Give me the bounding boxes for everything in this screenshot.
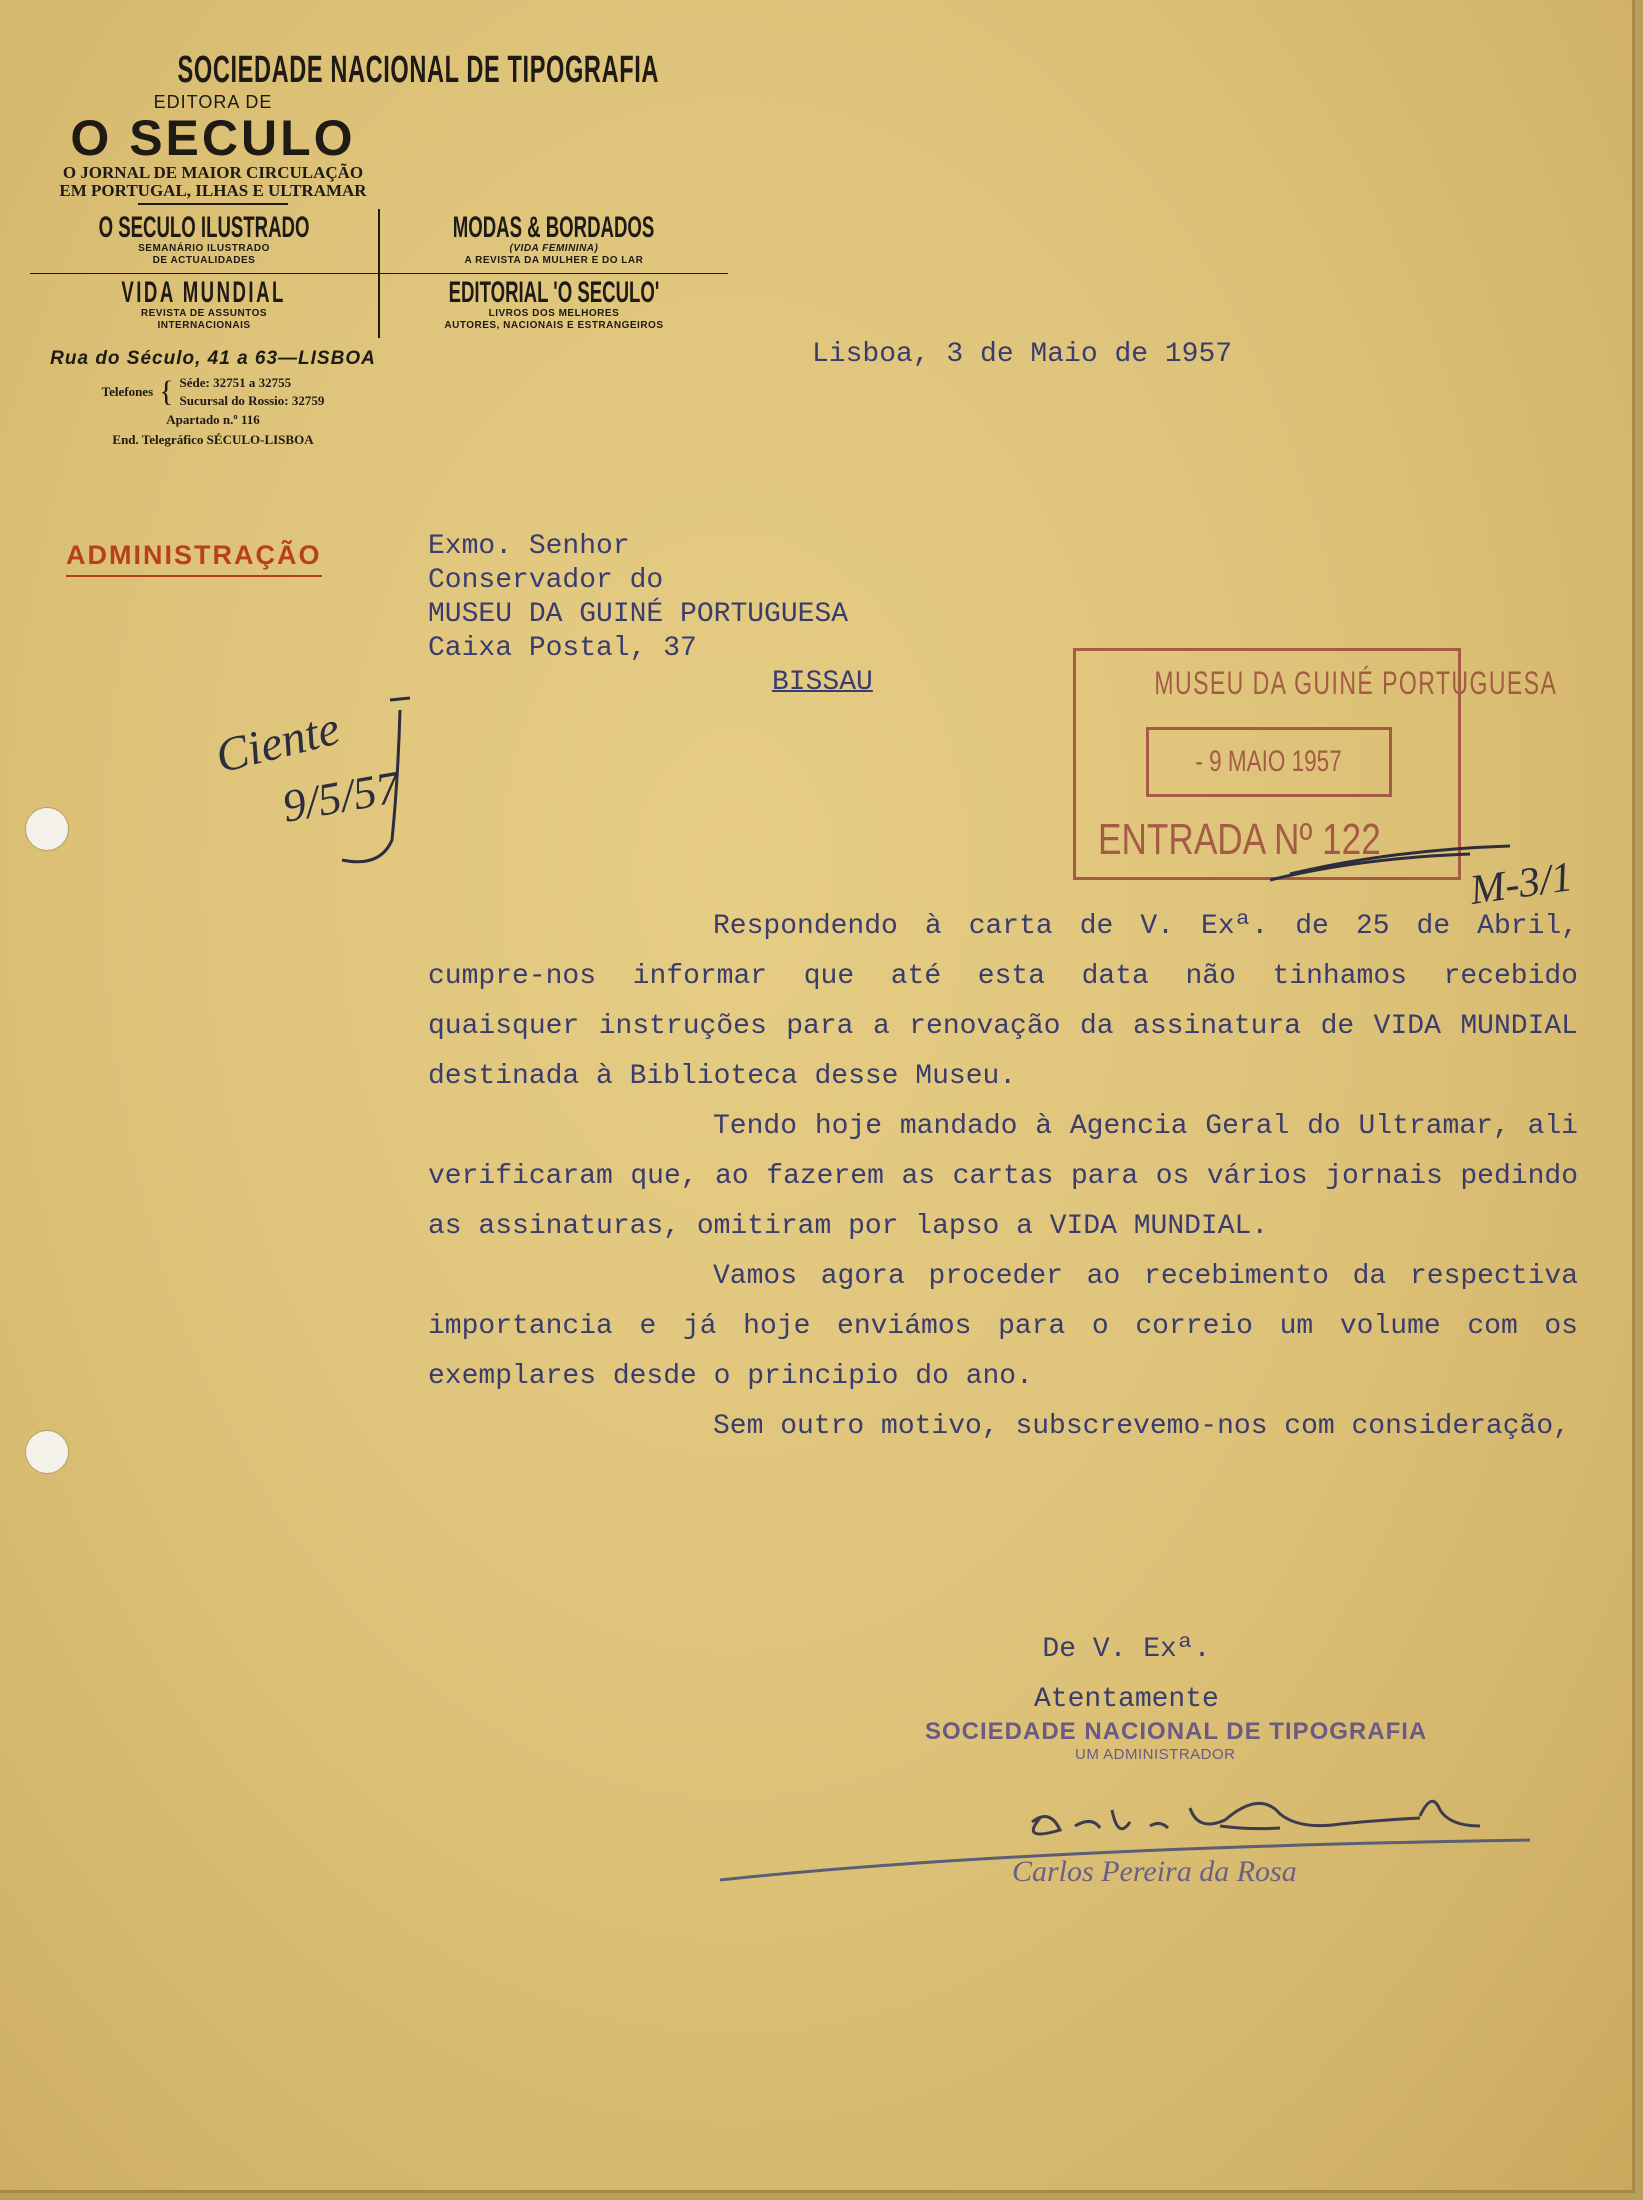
publication-subtitle: LIVROS DOS MELHORES bbox=[488, 308, 620, 319]
recipient-address bbox=[428, 530, 873, 700]
publication-title: EDITORIAL 'O SECULO' bbox=[448, 276, 660, 309]
stamp-date: - 9 MAIO 1957 bbox=[1195, 745, 1343, 778]
stamp-scribble-lines bbox=[1270, 840, 1530, 900]
signature-role: UM ADMINISTRADOR bbox=[1075, 1746, 1236, 1763]
publication-subtitle: REVISTA DE ASSUNTOS bbox=[140, 308, 268, 319]
handwritten-reference: M-3/1 bbox=[1467, 854, 1576, 914]
letter-closing bbox=[1034, 1625, 1219, 1725]
closing-line: De V. Exª. bbox=[1042, 1634, 1211, 1665]
letterhead-tagline-1: O JORNAL DE MAIOR CIRCULAÇÃO bbox=[62, 163, 364, 182]
recipient-line: Caixa Postal, 37 bbox=[428, 633, 697, 664]
telefone-sucursal: Sucursal do Rossio: 32759 bbox=[179, 393, 325, 408]
telefones-label: Telefones bbox=[101, 384, 154, 399]
publication-cell bbox=[30, 274, 380, 338]
publication-cell bbox=[380, 274, 728, 338]
recipient-line: Exmo. Senhor bbox=[428, 531, 630, 562]
letterhead-divider bbox=[138, 203, 288, 205]
letter-body bbox=[428, 902, 1578, 1452]
closing-line: Atentamente bbox=[1034, 1684, 1219, 1715]
letter-paragraph: Respondendo à carta de V. Exª. de 25 de Abril, cumpre-nos informar que até esta data não tinhamos recebido quaisquer instruções para a renovação da assinatura de VIDA MUNDIAL destinada à Biblioteca desse Museu. bbox=[428, 911, 1578, 1092]
letterhead-editora: EDITORA DE bbox=[153, 92, 273, 112]
punch-hole-top bbox=[25, 807, 69, 851]
publication-cell bbox=[30, 209, 380, 274]
letter-paragraph: Sem outro motivo, subscrevemo-nos com consideração, bbox=[713, 1411, 1570, 1442]
letterhead-address: Rua do Século, 41 a 63—LISBOA bbox=[50, 348, 376, 369]
letter-date: Lisboa, 3 de Maio de 1957 bbox=[812, 339, 1233, 370]
department-heading: ADMINISTRAÇÃO bbox=[66, 540, 322, 577]
letterhead-tagline-2: EM PORTUGAL, ILHAS E ULTRAMAR bbox=[59, 181, 367, 200]
letterhead-organization: SOCIEDADE NACIONAL DE TIPOGRAFIA bbox=[177, 49, 660, 91]
publication-subtitle: A REVISTA DA MULHER E DO LAR bbox=[464, 255, 644, 266]
publications-grid bbox=[30, 209, 664, 338]
recipient-city: BISSAU bbox=[772, 667, 873, 698]
letterhead-apartado: Apartado n.º 116 bbox=[166, 412, 260, 427]
letter-paragraph: Tendo hoje mandado à Agencia Geral do Ultramar, ali verificaram que, ao fazerem as cartas para os vários jornais pedindo as assinaturas, omitiram por lapso a VIDA MUNDIAL. bbox=[428, 1111, 1578, 1242]
publication-subtitle: (VIDA FEMININA) bbox=[509, 243, 599, 254]
stamp-entry-number: ENTRADA Nº 122 bbox=[1098, 815, 1381, 864]
letterhead-telegrafico: End. Telegráfico SÉCULO-LISBOA bbox=[112, 432, 314, 447]
publication-cell bbox=[380, 209, 728, 274]
publication-title: O SECULO ILUSTRADO bbox=[98, 211, 310, 244]
letterhead-newspaper: O SECULO bbox=[70, 110, 356, 166]
telefone-sede: Séde: 32751 a 32755 bbox=[179, 375, 292, 390]
stamp-title: MUSEU DA GUINÉ PORTUGUESA bbox=[1154, 665, 1558, 701]
signature-name: Carlos Pereira da Rosa bbox=[1012, 1855, 1297, 1888]
brace-icon: { bbox=[159, 375, 174, 408]
recipient-line: Conservador do bbox=[428, 565, 664, 596]
publication-title: VIDA MUNDIAL bbox=[121, 276, 287, 309]
publication-subtitle: DE ACTUALIDADES bbox=[152, 255, 256, 266]
handwritten-scribble bbox=[280, 690, 440, 870]
signature-organization: SOCIEDADE NACIONAL DE TIPOGRAFIA bbox=[925, 1718, 1428, 1745]
publication-subtitle: INTERNACIONAIS bbox=[157, 320, 251, 331]
publication-title: MODAS & BORDADOS bbox=[453, 211, 655, 244]
recipient-line: MUSEU DA GUINÉ PORTUGUESA bbox=[428, 599, 849, 630]
letterhead bbox=[30, 49, 664, 450]
letterhead-telephones bbox=[30, 374, 396, 410]
punch-hole-bottom bbox=[25, 1430, 69, 1474]
publication-subtitle: AUTORES, NACIONAIS E ESTRANGEIROS bbox=[444, 320, 664, 331]
handwritten-ciente: Ciente bbox=[210, 701, 345, 784]
publication-subtitle: SEMANÁRIO ILUSTRADO bbox=[138, 243, 270, 254]
handwritten-date: 9/5/57 bbox=[278, 761, 404, 832]
letter-paragraph: Vamos agora proceder ao recebimento da respectiva importancia e já hoje enviámos para o correio um volume com os exemplares desde o principio do ano. bbox=[428, 1261, 1578, 1392]
signature-stamp bbox=[925, 1718, 1427, 1763]
